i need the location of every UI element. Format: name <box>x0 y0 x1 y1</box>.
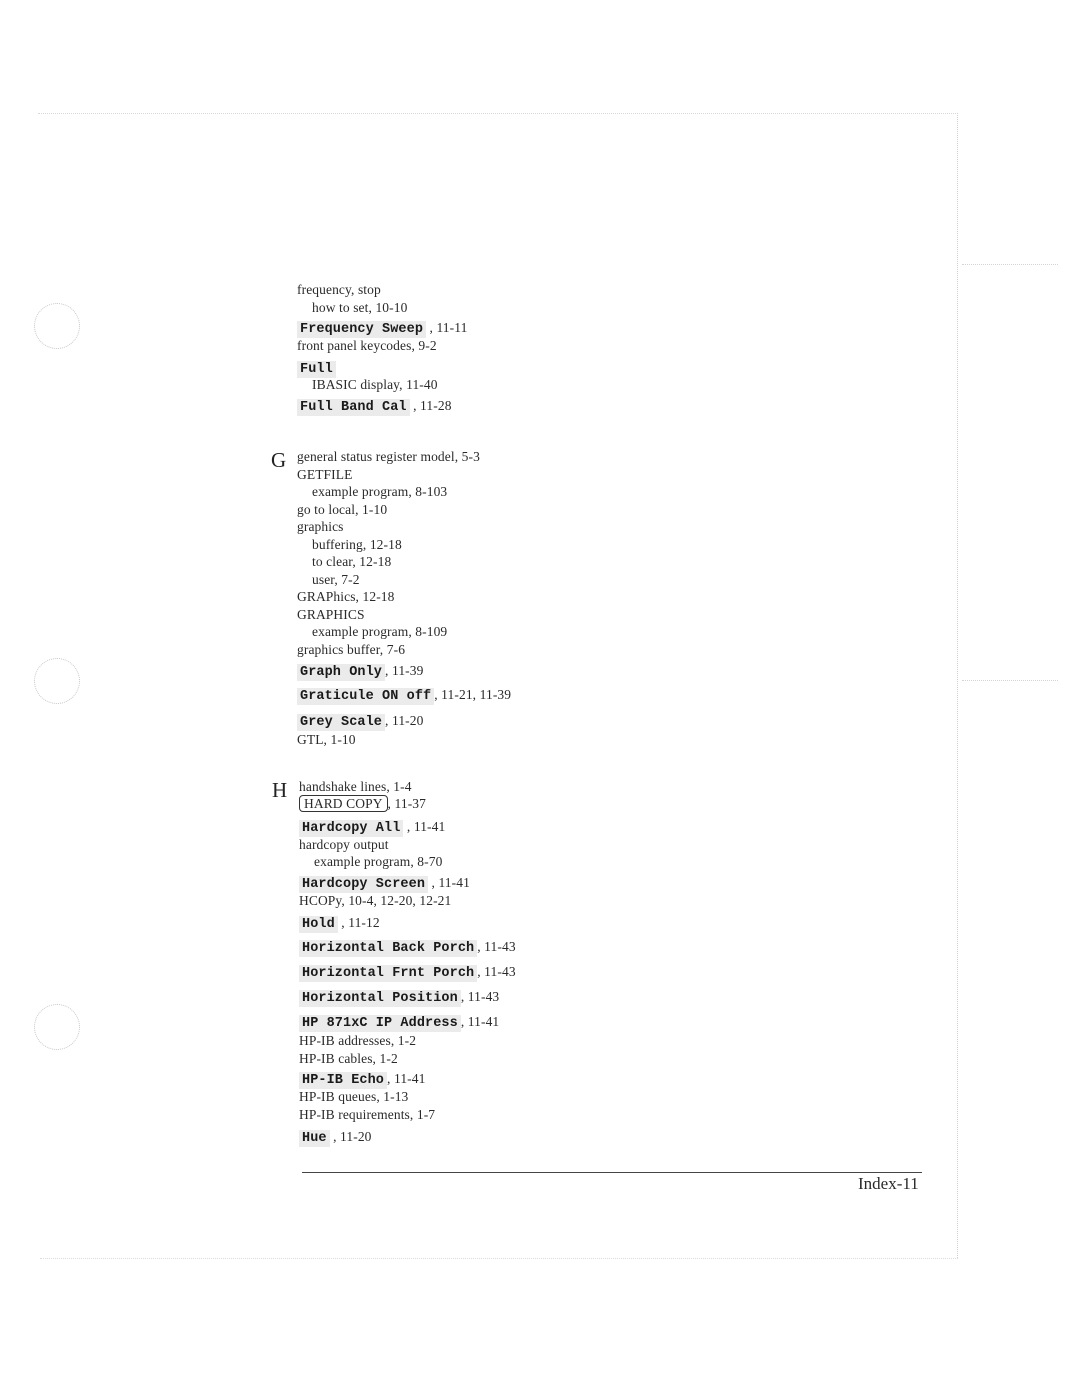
index-subentry: user, 7-2 <box>312 572 360 587</box>
scan-edge-right <box>957 113 958 1258</box>
softkey-label: Horizontal Back Porch <box>299 940 477 957</box>
softkey-label: Frequency Sweep <box>297 321 426 338</box>
page-number: Index-11 <box>858 1174 919 1193</box>
index-entry-softkey: Hue , 11-20 <box>299 1128 372 1147</box>
index-entry-softkey: Horizontal Frnt Porch , 11-43 <box>299 963 516 982</box>
index-entry: HCOPy, 10-4, 12-20, 12-21 <box>299 893 452 908</box>
index-entry-softkey: Graticule ON off , 11-21, 11-39 <box>297 686 511 705</box>
index-entry-softkey: Hardcopy Screen , 11-41 <box>299 874 470 893</box>
scan-mark <box>962 264 1058 265</box>
softkey-label: Hue <box>299 1130 330 1147</box>
index-subentry: example program, 8-70 <box>314 854 443 869</box>
index-entry: go to local, 1-10 <box>297 502 388 517</box>
index-entry-softkey: HP-IB Echo , 11-41 <box>299 1070 425 1089</box>
softkey-label: HP 871xC IP Address <box>299 1015 461 1032</box>
index-entry: general status register model, 5-3 <box>297 449 480 464</box>
punch-hole <box>34 658 80 704</box>
softkey-label: Hold <box>299 916 338 933</box>
softkey-label: Horizontal Position <box>299 990 461 1007</box>
index-entry: frequency, stop <box>297 282 381 297</box>
index-entry: hardcopy output <box>299 837 389 852</box>
index-entry: GETFILE <box>297 467 353 482</box>
index-entry-softkey: Graph Only , 11-39 <box>297 662 423 681</box>
hardkey-label: HARD COPY <box>299 795 388 812</box>
softkey-label: Full Band Cal <box>297 399 410 416</box>
index-entry: GRAPHICS <box>297 607 365 622</box>
index-entry-softkey: Hold , 11-12 <box>299 914 380 933</box>
section-letter-g: G <box>271 448 287 472</box>
index-entry-softkey: Grey Scale , 11-20 <box>297 712 423 731</box>
softkey-label: Graph Only <box>297 664 385 681</box>
section-letter-h: H <box>272 778 288 802</box>
index-entry-softkey: HP 871xC IP Address , 11-41 <box>299 1013 499 1032</box>
softkey-label: Graticule ON off <box>297 688 434 705</box>
index-entry-softkey: Frequency Sweep , 11-11 <box>297 319 467 338</box>
index-entry: graphics <box>297 519 344 534</box>
index-entry: front panel keycodes, 9-2 <box>297 338 437 353</box>
index-subentry: how to set, 10-10 <box>312 300 408 315</box>
index-entry: HP-IB queues, 1-13 <box>299 1089 409 1104</box>
softkey-label: HP-IB Echo <box>299 1072 387 1089</box>
index-entry: GTL, 1-10 <box>297 732 356 747</box>
index-entry: HP-IB addresses, 1-2 <box>299 1033 417 1048</box>
index-subentry: example program, 8-103 <box>312 484 448 499</box>
index-entry: handshake lines, 1-4 <box>299 779 412 794</box>
punch-hole <box>34 1004 80 1050</box>
punch-hole <box>34 303 80 349</box>
index-entry-softkey: Horizontal Back Porch , 11-43 <box>299 938 516 957</box>
index-subentry: IBASIC display, 11-40 <box>312 377 438 392</box>
softkey-label: Grey Scale <box>297 714 385 731</box>
index-entry-softkey: Horizontal Position , 11-43 <box>299 988 499 1007</box>
softkey-label: Full <box>297 361 336 378</box>
index-entry-softkey: Hardcopy All , 11-41 <box>299 818 445 837</box>
index-entry-hardkey: HARD COPY , 11-37 <box>299 795 426 812</box>
scan-edge-bottom <box>40 1258 958 1259</box>
index-entry: graphics buffer, 7-6 <box>297 642 406 657</box>
index-entry-softkey: Full Band Cal , 11-28 <box>297 397 452 416</box>
index-entry: HP-IB requirements, 1-7 <box>299 1107 436 1122</box>
softkey-label: Hardcopy Screen <box>299 876 428 893</box>
index-subentry: buffering, 12-18 <box>312 537 402 552</box>
footer-rule <box>302 1172 922 1173</box>
index-entry: GRAPhics, 12-18 <box>297 589 395 604</box>
softkey-label: Horizontal Frnt Porch <box>299 965 477 982</box>
scan-mark <box>962 680 1058 681</box>
scan-edge-top <box>38 113 958 114</box>
index-subentry: to clear, 12-18 <box>312 554 392 569</box>
index-entry: HP-IB cables, 1-2 <box>299 1051 398 1066</box>
softkey-label: Hardcopy All <box>299 820 403 837</box>
index-subentry: example program, 8-109 <box>312 624 448 639</box>
